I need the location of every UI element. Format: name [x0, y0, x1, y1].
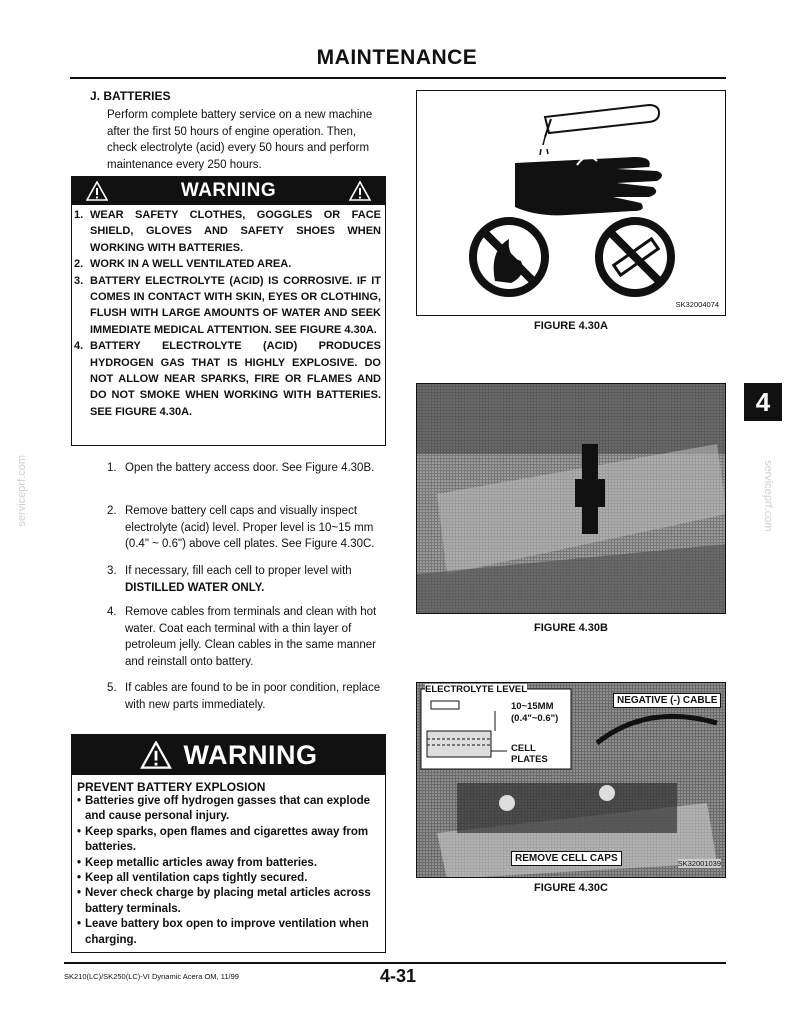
step-item: 3. If necessary, fill each cell to proper level with DISTILLED WATER ONLY. — [107, 565, 352, 594]
list-item: • Batteries give off hydrogen gasses that can explode and cause personal injury. — [77, 795, 371, 823]
figure-code: SK32001039 — [677, 859, 721, 868]
page-number: 4-31 — [380, 966, 417, 986]
label-cell: CELL — [511, 743, 536, 754]
step-item: 4. Remove cables from terminals and clean with hot water. Coat each terminal with a thin layer of petroleum jelly. Clean cables in the same manner and reinstall onto battery. — [107, 606, 377, 668]
warning-triangle-icon — [349, 181, 371, 201]
warning-subtitle: PREVENT BATTERY EXPLOSION — [77, 780, 266, 794]
list-item: • Keep sparks, open flames and cigarettes away from batteries. — [77, 825, 369, 854]
list-item: • Keep all ventilation caps tightly secured. — [77, 872, 308, 885]
figure-caption: FIGURE 4.30A — [534, 320, 608, 332]
section-heading: J. BATTERIES — [90, 89, 171, 103]
list-item: 3. BATTERY ELECTROLYTE (ACID) IS CORROSIVE. IF IT COMES IN CONTACT WITH SKIN, EYES OR CLOTHING, FLUSH WITH LARGE AMOUNTS OF WATER AND SEEK IMMEDIATE MEDICAL ATTENTION. SEE FIGURE 4.30A. — [74, 274, 381, 336]
figure-4-30b-photo — [416, 383, 726, 614]
warning-box-batteries — [71, 176, 386, 446]
no-smoking-icon — [599, 221, 671, 293]
step-item: 2. Remove battery cell caps and visually inspect electrolyte (acid) level. Proper level is 10~15 mm (0.4" ~ 0.6") above cell plates. See Figure 4.30C. — [107, 505, 375, 550]
label-electrolyte-level: ELECTROLYTE LEVEL — [425, 684, 528, 695]
section-intro: Perform complete battery service on a new machine after the first 50 hours of engine operation. Then, check electrolyte (acid) every 50 hours and perform maintenance every 250 hours. — [107, 109, 373, 171]
list-item: • Leave battery box open to improve ventilation when charging. — [77, 918, 369, 946]
figure-code: SK32004074 — [675, 300, 719, 309]
footer-rule — [64, 962, 726, 964]
chapter-tab: 4 — [744, 383, 782, 421]
page-title: MAINTENANCE — [316, 46, 478, 69]
footer-document-id: SK210(LC)/SK250(LC)-VI Dynamic Acera OM, 11/99 — [64, 972, 239, 981]
label-negative-cable: NEGATIVE (-) CABLE — [613, 693, 721, 708]
watermark-right: serviceprf.com — [762, 460, 774, 532]
figure-caption: FIGURE 4.30C — [534, 882, 608, 894]
list-item: 1. WEAR SAFETY CLOTHES, GOGGLES OR FACE SHIELD, GLOVES AND SAFETY SHOES WHEN WORKING WITH BATTERIES. — [74, 209, 381, 254]
warning-header — [72, 177, 385, 205]
list-item: 4. BATTERY ELECTROLYTE (ACID) PRODUCES HYDROGEN GAS THAT IS HIGHLY EXPLOSIVE. DO NOT ALLOW NEAR SPARKS, FIRE OR FLAMES AND DO NOT SMOKE WHEN WORKING WITH BATTERIES. SEE FIGURE 4.30A. — [74, 340, 381, 418]
figure-4-30c-photo — [416, 682, 726, 878]
step-item: 5. If cables are found to be in poor condition, replace with new parts immediately. — [107, 682, 381, 711]
warning-title: WARNING — [183, 739, 318, 770]
warning-triangle-icon — [140, 741, 172, 769]
acid-hazard-illustration — [417, 91, 726, 316]
warning-list — [72, 794, 385, 948]
label-inch: (0.4"~0.6") — [511, 713, 559, 724]
list-item: • Never check charge by placing metal articles across battery terminals. — [77, 887, 371, 915]
warning-box-explosion — [71, 734, 386, 953]
header-rule — [70, 77, 726, 79]
label-plates: PLATES — [511, 754, 548, 765]
warning-title: WARNING — [180, 180, 277, 201]
label-remove-cell-caps: REMOVE CELL CAPS — [511, 851, 622, 866]
figure-4-30a — [416, 90, 726, 316]
list-item: • Keep metallic articles away from batteries. — [77, 856, 318, 869]
no-flame-icon — [473, 221, 545, 293]
battery-top-photo — [417, 683, 726, 878]
warning-triangle-icon — [86, 181, 108, 201]
battery-access-door-photo — [417, 384, 726, 614]
watermark-left: serviceprf.com — [16, 455, 28, 527]
figure-caption: FIGURE 4.30B — [534, 622, 608, 634]
list-item: 2. WORK IN A WELL VENTILATED AREA. — [74, 258, 292, 271]
label-mm: 10~15MM — [511, 701, 554, 712]
warning-header — [72, 735, 385, 775]
warning-list — [72, 205, 385, 420]
step-item: 1. Open the battery access door. See Figure 4.30B. — [107, 462, 375, 474]
